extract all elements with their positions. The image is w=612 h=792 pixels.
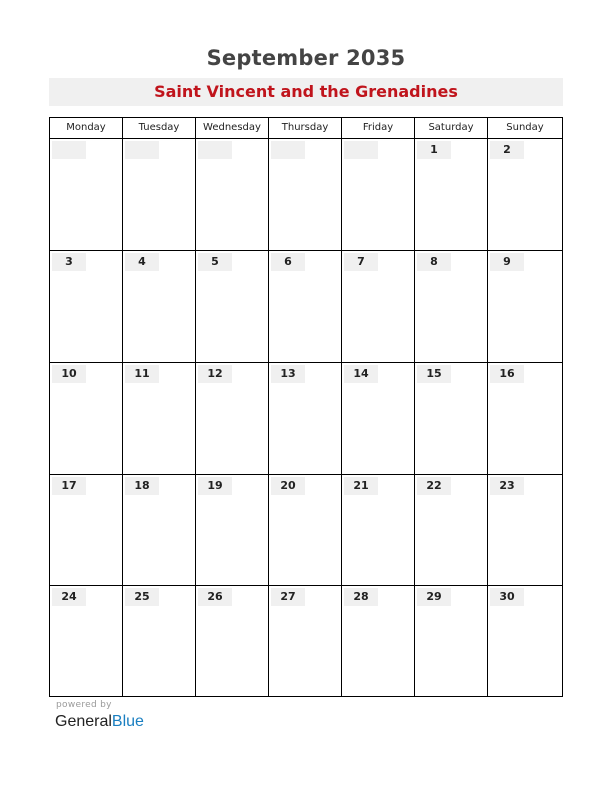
day-cell [488,475,562,585]
day-number: 23 [490,477,524,495]
day-number: 29 [417,588,451,606]
week-row [50,139,562,250]
grid-line [414,118,415,696]
day-number: 11 [125,365,159,383]
day-cell [342,475,414,585]
day-cell [196,139,268,250]
day-number: 16 [490,365,524,383]
day-number: 25 [125,588,159,606]
day-number: 6 [271,253,305,271]
day-number [125,141,159,159]
day-number [344,141,378,159]
day-cell [488,363,562,474]
day-cell [123,139,195,250]
brand-general: General [55,713,112,730]
day-number: 8 [417,253,451,271]
day-cell [269,251,341,362]
day-number: 30 [490,588,524,606]
day-number: 10 [52,365,86,383]
grid-line [487,118,488,696]
day-number: 3 [52,253,86,271]
generalblue-logo[interactable] [55,713,144,731]
day-cell [50,251,122,362]
day-cell [123,251,195,362]
day-cell [50,475,122,585]
day-number: 2 [490,141,524,159]
day-number: 18 [125,477,159,495]
weekday-saturday: Saturday [428,122,474,133]
day-number: 22 [417,477,451,495]
page-title: September 2035 [206,46,406,70]
day-cell [488,139,562,250]
day-cell [342,139,414,250]
day-cell [415,475,487,585]
day-number: 17 [52,477,86,495]
day-number: 5 [198,253,232,271]
day-cell [488,251,562,362]
day-number: 28 [344,588,378,606]
day-cell [123,475,195,585]
day-cell [415,363,487,474]
day-cell [269,475,341,585]
country-banner [49,78,563,106]
day-number: 4 [125,253,159,271]
weekday-thursday: Thursday [281,122,329,133]
day-cell [123,363,195,474]
day-number [271,141,305,159]
grid-line [195,118,196,696]
day-cell [196,251,268,362]
day-number: 19 [198,477,232,495]
day-number: 12 [198,365,232,383]
week-row [50,363,562,474]
day-cell [342,251,414,362]
day-number: 26 [198,588,232,606]
brand-blue: Blue [111,713,144,730]
day-cell [50,363,122,474]
day-cell [342,363,414,474]
weekday-tuesday: Tuesday [138,122,180,133]
day-cell [50,586,122,696]
day-number [198,141,232,159]
day-cell [488,586,562,696]
grid-line [122,118,123,696]
day-cell [269,139,341,250]
day-number: 13 [271,365,305,383]
day-cell [123,586,195,696]
week-row [50,251,562,362]
weekday-wednesday: Wednesday [203,122,261,133]
day-cell [415,251,487,362]
weekday-monday: Monday [66,122,106,133]
grid-line [50,250,562,251]
grid-line [341,118,342,696]
day-cell [415,139,487,250]
calendar-grid [49,117,563,697]
country-name: Saint Vincent and the Grenadines [154,82,458,101]
grid-line [268,118,269,696]
day-number [52,141,86,159]
grid-line [50,474,562,475]
day-number: 27 [271,588,305,606]
day-number: 7 [344,253,378,271]
day-cell [269,586,341,696]
week-row [50,475,562,585]
day-cell [196,586,268,696]
day-number: 1 [417,141,451,159]
weekday-header-row [50,118,562,139]
grid-line [50,585,562,586]
weekday-sunday: Sunday [506,122,544,133]
day-cell [415,586,487,696]
weekday-friday: Friday [362,122,394,133]
day-cell [342,586,414,696]
day-number: 14 [344,365,378,383]
day-number: 24 [52,588,86,606]
day-cell [196,363,268,474]
week-row [50,586,562,696]
grid-line [50,362,562,363]
day-number: 21 [344,477,378,495]
day-number: 15 [417,365,451,383]
powered-by-text: powered by [56,700,112,710]
day-number: 9 [490,253,524,271]
day-number: 20 [271,477,305,495]
day-cell [50,139,122,250]
day-cell [196,475,268,585]
day-cell [269,363,341,474]
